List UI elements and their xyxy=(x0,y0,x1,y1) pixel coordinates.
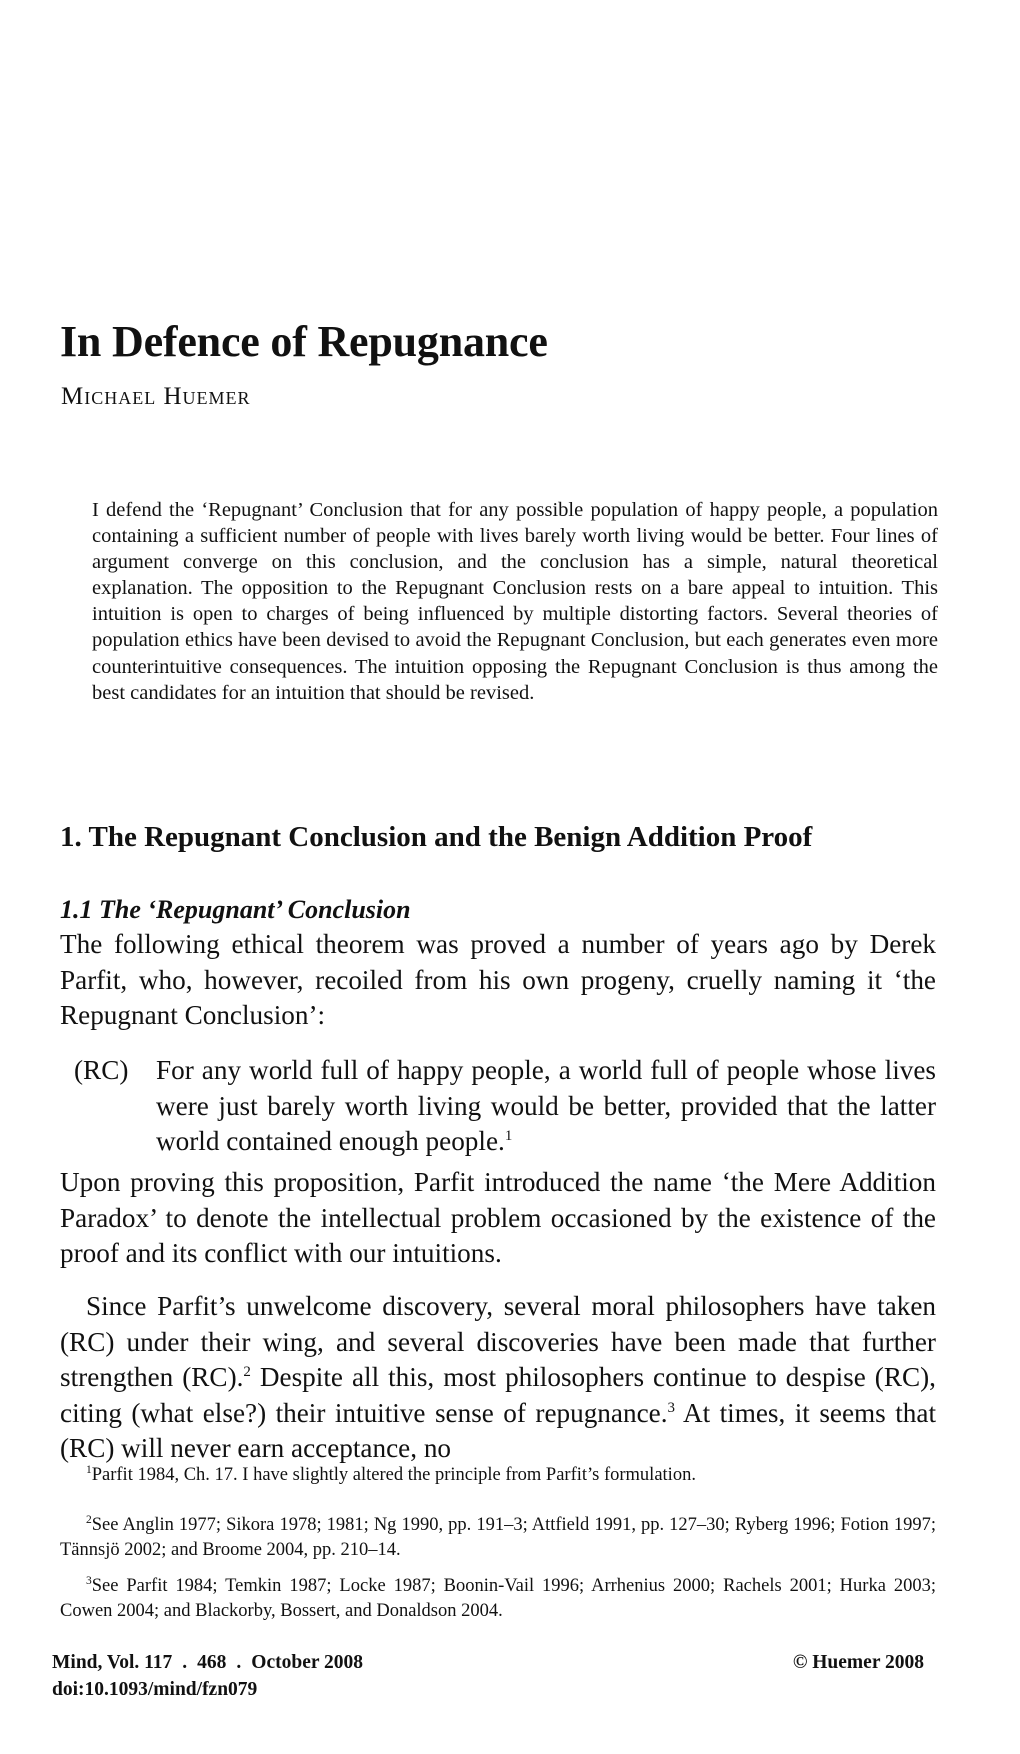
footnote-3 xyxy=(60,1574,936,1624)
article-author: Michael Huemer xyxy=(61,383,251,410)
rc-text-block xyxy=(156,1053,936,1160)
journal-issue: 468 xyxy=(197,1652,227,1673)
body-paragraph-since xyxy=(60,1289,936,1467)
body-paragraph-intro: The following ethical theorem was proved a number of years ago by Derek Parfit, who, however, recoiled from his own progeny, cruelly naming it ‘the Repugnant Conclusion’: xyxy=(60,929,936,1030)
separator: . xyxy=(182,1652,188,1673)
footnote-marker-1: 1 xyxy=(504,1127,513,1144)
footnote-3-number: 3 xyxy=(86,1574,92,1587)
footnote-1-number: 1 xyxy=(86,1463,92,1476)
footnote-2 xyxy=(60,1513,936,1563)
footnote-marker-2: 2 xyxy=(243,1363,251,1380)
journal-name: Mind, Vol. 117 xyxy=(52,1652,173,1673)
para-since-part-3: At times, it seems that (RC) will never earn acceptance, no xyxy=(60,1397,936,1463)
rc-label: (RC) xyxy=(74,1055,129,1085)
footnote-2-number: 2 xyxy=(86,1513,92,1526)
subsection-heading: 1.1 The ‘Repugnant’ Conclusion xyxy=(60,895,411,924)
footnote-2-text: See Anglin 1977; Sikora 1978; 1981; Ng 1990, pp. 191–3; Attfield 1991, pp. 127–30; Ryberg 1996; Fotion 1997; Tännsjö 2002; and Broome 2004, pp. 210–14. xyxy=(60,1515,936,1560)
footnote-1 xyxy=(60,1463,936,1488)
para-since-part-2: Despite all this, most philosophers continue to despise (RC), citing (what else?) their intuitive sense of repugnance. xyxy=(60,1362,936,1428)
journal-date: October 2008 xyxy=(251,1652,364,1673)
body-paragraph-after: Upon proving this proposition, Parfit introduced the name ‘the Mere Addition Paradox’ to denote the intellectual problem occasioned by the existence of the proof and its conflict with our intuitions. xyxy=(60,1167,936,1268)
rc-text: For any world full of happy people, a world full of people whose lives were just barely worth living would be better, provided that the latter world contained enough people. xyxy=(156,1055,936,1156)
doi: doi:10.1093/mind/fzn079 xyxy=(52,1679,258,1700)
abstract: I defend the ‘Repugnant’ Conclusion that for any possible population of happy people, a population containing a sufficient number of people with lives barely worth living would be better. Four lines of argument converge on this conclusion, and the conclusion has a simple, natural theoretical explanation. The opposition to the Repugnant Conclusion rests on a bare appeal to intuition. This intuition is open to charges of being influenced by multiple distorting factors. Several theories of population ethics have been devised to avoid the Repugnant Conclusion, but each generates even more counterintuitive consequences. The intuition opposing the Repugnant Conclusion is thus among the best candidates for an intuition that should be revised. xyxy=(92,499,938,704)
journal-footer xyxy=(52,1649,363,1703)
footnote-1-text: Parfit 1984, Ch. 17. I have slightly altered the principle from Parfit’s formulation. xyxy=(91,1465,696,1485)
footnote-3-text: See Parfit 1984; Temkin 1987; Locke 1987; Boonin-Vail 1996; Arrhenius 2000; Rachels 2001; Hurka 2003; Cowen 2004; and Blackorby, Bossert, and Donaldson 2004. xyxy=(60,1576,936,1621)
article-title: In Defence of Repugnance xyxy=(60,317,548,366)
para-since-part-1: Since Parfit’s unwelcome discovery, several moral philosophers have taken (RC) under their wing, and several discoveries have been made that further strengthen (RC). xyxy=(60,1291,936,1392)
copyright: © Huemer 2008 xyxy=(792,1652,924,1673)
separator: . xyxy=(236,1652,242,1673)
footnote-marker-3: 3 xyxy=(667,1399,675,1416)
section-heading: 1. The Repugnant Conclusion and the Benign Addition Proof xyxy=(60,821,813,853)
journal-citation xyxy=(52,1649,363,1676)
